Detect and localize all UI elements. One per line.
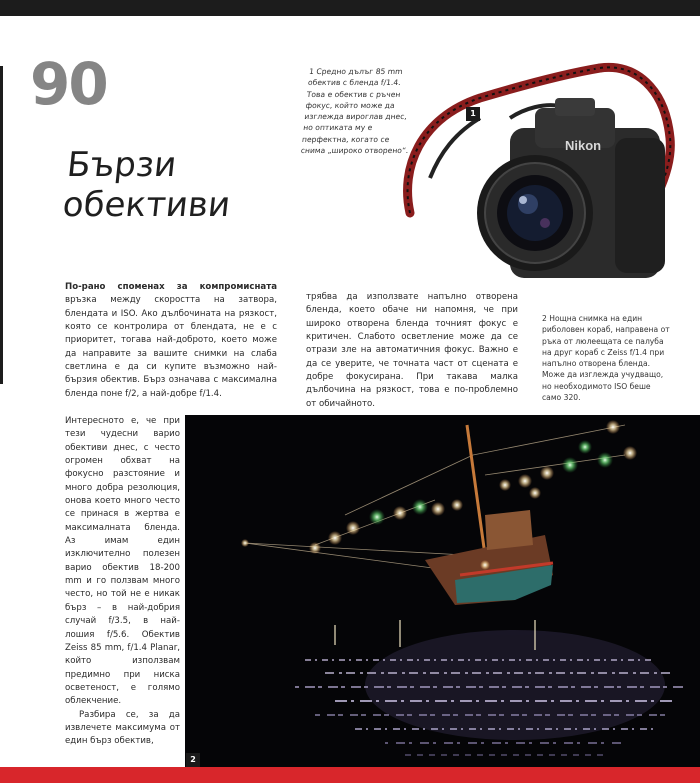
page-title-line2: обективи <box>60 185 233 225</box>
caption-1-badge: 1 <box>466 107 480 121</box>
paragraph-1 <box>65 281 277 401</box>
caption-1: 1 Средно дълъг 85 mm обектив с бленда f/1.4. Това е обектив с ръчен фокус, който може да изглежда вироглав днес, но оптиката му е перфектна, когато се снима „широко отворено“. <box>300 67 409 156</box>
paragraph-3: трябва да използвате напълно отворена бленда, което обаче ни напомня, че при широко отворена бленда точният фокус е критичен. Слабото осветление може да се отрази зле на автоматичния фокус. Важно е да се уверите, че точната част от сцената е добре фокусирана. При такава малка дълбочина на рязкост, това е по-проблемно от обичайното. <box>306 292 518 409</box>
caption-2-badge: 2 <box>186 753 200 767</box>
left-rule <box>0 66 3 384</box>
paragraph-1-continued: Интересното е, че при тези чудесни варио обективи днес, с често огромен обхват на фокусно разстояние и много добра резолюция, онова което много често се принася в жертва е максималната бленда. Аз имам един изключително полезен варио обектив 18-200 mm и го ползвам много често, но той не е никак бърз – в най-добрия случай f/3.5, в най-лошия f/5.6. Обектив Zeiss 85 mm, f/1.4 Planar, който използвам предимно при ниска осветеност, е голямо облекчение. <box>65 416 180 707</box>
page-number: 90 <box>30 50 107 118</box>
svg-text:Nikon: Nikon <box>565 138 602 153</box>
paragraph-2: Разбира се, за да извлечете максимума от един бърз обектив, <box>65 709 180 747</box>
camera-photo <box>360 58 690 296</box>
lead-text: По-рано споменах за компромисната <box>65 282 277 292</box>
body-column-1-continued <box>65 415 180 749</box>
paragraph-1-text: връзка между скоростта на затвора, блендата и ISO. Ако дълбочината на рязкост, която се контролира от блендата, не е с приоритет, тогава най-доброто, което може да направите за вашите снимки на слаба светлина е да си купите възможно най-бързия обектив. Бърз означава с максимална бленда поне f/2, а най-добре f/1.4. <box>65 295 277 399</box>
fishing-boat-night-photo <box>185 415 700 767</box>
bottom-bar <box>0 767 700 783</box>
page-title <box>61 145 237 225</box>
body-column-1 <box>65 281 277 401</box>
body-column-2 <box>306 291 518 411</box>
page-title-line1: Бързи <box>65 145 179 185</box>
top-bar <box>0 0 700 16</box>
caption-2: 2 Нощна снимка на един риболовен кораб, направена от ръка от люлеещата се палуба на друг кораб с Zeiss f/1.4 при напълно отворена бленда. Може да изглежда учудващо, но необходимото ISO беше само 320. <box>542 314 670 403</box>
